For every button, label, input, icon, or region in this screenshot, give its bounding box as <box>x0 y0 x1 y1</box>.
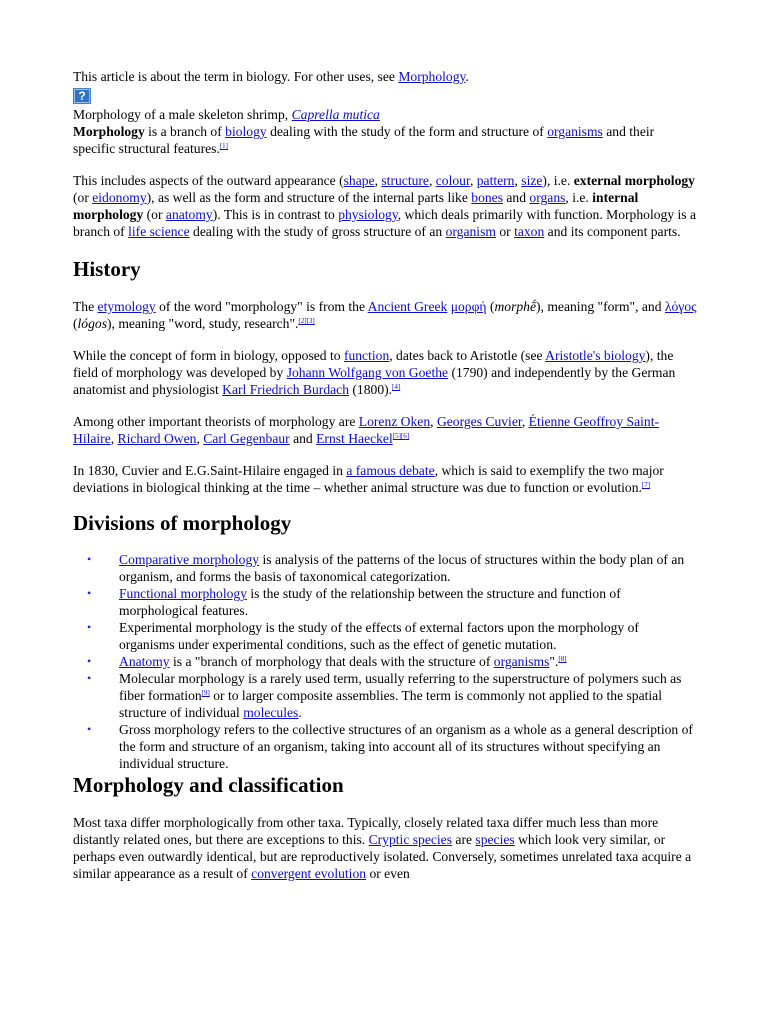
text: , <box>196 431 204 446</box>
link-anatomy[interactable]: anatomy <box>165 207 213 222</box>
text: , <box>428 173 436 188</box>
text: While the concept of form in biology, opposed to <box>73 348 344 363</box>
link-burdach[interactable]: Karl Friedrich Burdach <box>222 382 349 397</box>
link-ernst-haeckel[interactable]: Ernst Haeckel <box>316 431 393 446</box>
hatnote <box>73 68 697 85</box>
text: of the word "morphology" is from the <box>155 299 368 314</box>
link-organs[interactable]: organs <box>529 190 566 205</box>
text: , i.e. <box>565 190 593 205</box>
link-life-science[interactable]: life science <box>128 224 190 239</box>
list-item <box>73 585 697 619</box>
text: , which is said to exemplify the two major deviations in biological thinking at the time – whether animal structure was due to function or evolution. <box>73 463 664 495</box>
text: , <box>110 431 118 446</box>
link-saint-hilaire[interactable]: Étienne Geoffroy Saint-Hilaire <box>73 414 660 446</box>
text: , <box>430 414 437 429</box>
bullet-icon: • <box>87 654 92 668</box>
bullet-icon: • <box>87 552 92 566</box>
link-goethe[interactable]: Johann Wolfgang von Goethe <box>286 365 449 380</box>
link-physiology[interactable]: physiology <box>338 207 398 222</box>
list-item <box>73 653 697 670</box>
link-functional-morphology[interactable]: Functional morphology <box>119 586 247 601</box>
bullet-icon: • <box>87 671 92 685</box>
citation-9[interactable]: [9] <box>201 689 210 697</box>
link-eidonomy[interactable]: eidonomy <box>92 190 147 205</box>
link-etymology[interactable]: etymology <box>97 299 156 314</box>
heading-divisions: Divisions of morphology <box>73 511 292 535</box>
text: Experimental morphology is the study of the effects of external factors upon the morphology of organisms under experimental conditions, such as the effect of genetic mutation. <box>119 620 639 652</box>
italic-logos: lógos <box>77 316 107 331</box>
text: dealing with the study of gross structure of an <box>189 224 446 239</box>
link-lorenz-oken[interactable]: Lorenz Oken <box>358 414 431 429</box>
link-logos-greek[interactable]: λόγος <box>664 299 697 314</box>
text: ), the field of morphology was developed by <box>73 348 674 380</box>
citation-2-3[interactable]: [2][3] <box>298 317 315 325</box>
citation-5-6[interactable]: [5][6] <box>392 432 410 440</box>
article-body <box>73 68 697 882</box>
link-taxon[interactable]: taxon <box>514 224 545 239</box>
text: are <box>452 832 476 847</box>
text: and <box>289 431 317 446</box>
intro-paragraph-2 <box>73 172 697 240</box>
history-paragraph-1 <box>73 298 697 332</box>
classification-paragraph-1 <box>73 814 697 882</box>
text: ), i.e. <box>542 173 574 188</box>
text: ). This is in contrast to <box>212 207 339 222</box>
text: or <box>495 224 515 239</box>
link-famous-debate[interactable]: a famous debate <box>346 463 435 478</box>
link-morphology-disambiguation[interactable]: Morphology <box>398 69 466 84</box>
link-pattern[interactable]: pattern <box>476 173 515 188</box>
text: or even <box>366 866 410 881</box>
heading-classification: Morphology and classification <box>73 773 344 797</box>
link-georges-cuvier[interactable]: Georges Cuvier <box>436 414 522 429</box>
citation-8[interactable]: [8] <box>558 655 567 663</box>
list-item <box>73 670 697 721</box>
history-paragraph-2 <box>73 347 697 398</box>
text: , which deals primarily with function. Morphology is a branch of <box>73 207 697 239</box>
link-organism[interactable]: organism <box>445 224 496 239</box>
caption-text: Morphology of a male skeleton shrimp, <box>73 107 292 122</box>
link-cryptic-species[interactable]: Cryptic species <box>368 832 453 847</box>
text: The <box>73 299 98 314</box>
history-paragraph-3 <box>73 413 697 447</box>
text: ". <box>549 654 559 669</box>
text: ), meaning "form", and <box>536 299 665 314</box>
text: or to larger composite assemblies. The term is commonly not applied to the spatial structure of individual <box>119 688 662 720</box>
bullet-icon: • <box>87 722 92 736</box>
history-paragraph-4 <box>73 462 697 496</box>
text: (1790) and independently by the German anatomist and physiologist <box>73 365 676 397</box>
divisions-list <box>73 551 697 772</box>
text: , dates back to Aristotle (see <box>389 348 546 363</box>
link-colour[interactable]: colour <box>435 173 470 188</box>
heading-history: History <box>73 257 141 281</box>
list-item <box>73 721 697 772</box>
link-organisms[interactable]: organisms <box>547 124 603 139</box>
text: Molecular morphology is a rarely used term, usually referring to the superstructure of polymers such as fiber formation <box>119 671 682 703</box>
citation-1[interactable]: [1] <box>219 142 228 150</box>
text: This includes aspects of the outward appearance ( <box>73 173 344 188</box>
text: , <box>469 173 477 188</box>
text: Gross morphology refers to the collective structures of an organism as a whole as a general description of the form and structure of an organism, taking into account all of its structures without specifying an individual structure. <box>119 722 693 771</box>
hatnote-text: This article is about the term in biology. For other uses, see <box>73 69 399 84</box>
intro-paragraph-1 <box>73 123 697 157</box>
link-anatomy-list[interactable]: Anatomy <box>119 654 170 669</box>
bold-internal-morphology: internal morphology <box>73 190 639 222</box>
link-organisms-list[interactable]: organisms <box>493 654 550 669</box>
citation-4[interactable]: [4] <box>392 383 401 391</box>
link-size[interactable]: size <box>521 173 543 188</box>
text: and its component parts. <box>544 224 681 239</box>
link-convergent-evolution[interactable]: convergent evolution <box>251 866 367 881</box>
text: In 1830, Cuvier and E.G.Saint-Hilaire engaged in <box>73 463 347 478</box>
bullet-icon: • <box>87 586 92 600</box>
text: . <box>298 705 302 720</box>
link-structure[interactable]: structure <box>381 173 429 188</box>
text: (or <box>143 207 166 222</box>
link-bones[interactable]: bones <box>471 190 503 205</box>
link-biology[interactable]: biology <box>225 124 267 139</box>
text: which look very similar, or perhaps even outwardly identical, but are reproductively isolated. Conversely, sometimes unrelated taxa acquire a similar appearance as a result of <box>73 832 692 881</box>
text: , <box>521 414 529 429</box>
link-comparative-morphology[interactable]: Comparative morphology <box>119 552 260 567</box>
link-function[interactable]: function <box>343 348 390 363</box>
link-caprella-mutica[interactable]: Caprella mutica <box>291 107 380 122</box>
link-richard-owen[interactable]: Richard Owen <box>117 431 197 446</box>
text: is analysis of the patterns of the locus of structures within the body plan of an organism, and forms the basis of taxonomical categorization. <box>119 552 685 584</box>
text: is a "branch of morphology that deals with the structure of <box>169 654 494 669</box>
text: dealing with the study of the form and structure of <box>266 124 548 139</box>
italic-morphe: morphḗ <box>494 299 537 314</box>
bold-morphology: Morphology <box>73 124 145 139</box>
text: Most taxa differ morphologically from other taxa. Typically, closely related taxa differ much less than more distantly related ones, but there are exceptions to this. <box>73 815 659 847</box>
text: ( <box>73 316 78 331</box>
link-morphe-greek[interactable]: μορφή <box>450 299 487 314</box>
text: , <box>514 173 522 188</box>
image-container <box>73 87 697 106</box>
text: ), as well as the form and structure of the internal parts like <box>146 190 472 205</box>
list-item <box>73 619 697 653</box>
text: (or <box>73 190 93 205</box>
link-carl-gegenbaur[interactable]: Carl Gegenbaur <box>203 431 290 446</box>
link-aristotles-biology[interactable]: Aristotle's biology <box>545 348 646 363</box>
hatnote-end: . <box>465 69 469 84</box>
bullet-icon: • <box>87 620 92 634</box>
text: ( <box>486 299 495 314</box>
citation-7[interactable]: [7] <box>641 481 651 489</box>
link-molecules[interactable]: molecules <box>243 705 299 720</box>
text: Among other important theorists of morphology are <box>73 414 359 429</box>
text: (1800). <box>349 382 393 397</box>
bold-external-morphology: external morphology <box>573 173 695 188</box>
text: , <box>374 173 382 188</box>
link-shape[interactable]: shape <box>343 173 375 188</box>
link-ancient-greek[interactable]: Ancient Greek <box>367 299 448 314</box>
text: is a branch of <box>144 124 226 139</box>
text: and their specific structural features. <box>73 124 655 156</box>
text: ), meaning "word, study, research". <box>107 316 299 331</box>
list-item <box>73 551 697 585</box>
broken-image-question-icon[interactable]: ? <box>73 88 91 104</box>
image-caption <box>73 106 697 123</box>
text: is the study of the relationship between the structure and function of morphological features. <box>119 586 621 618</box>
text: and <box>502 190 530 205</box>
link-species[interactable]: species <box>475 832 515 847</box>
